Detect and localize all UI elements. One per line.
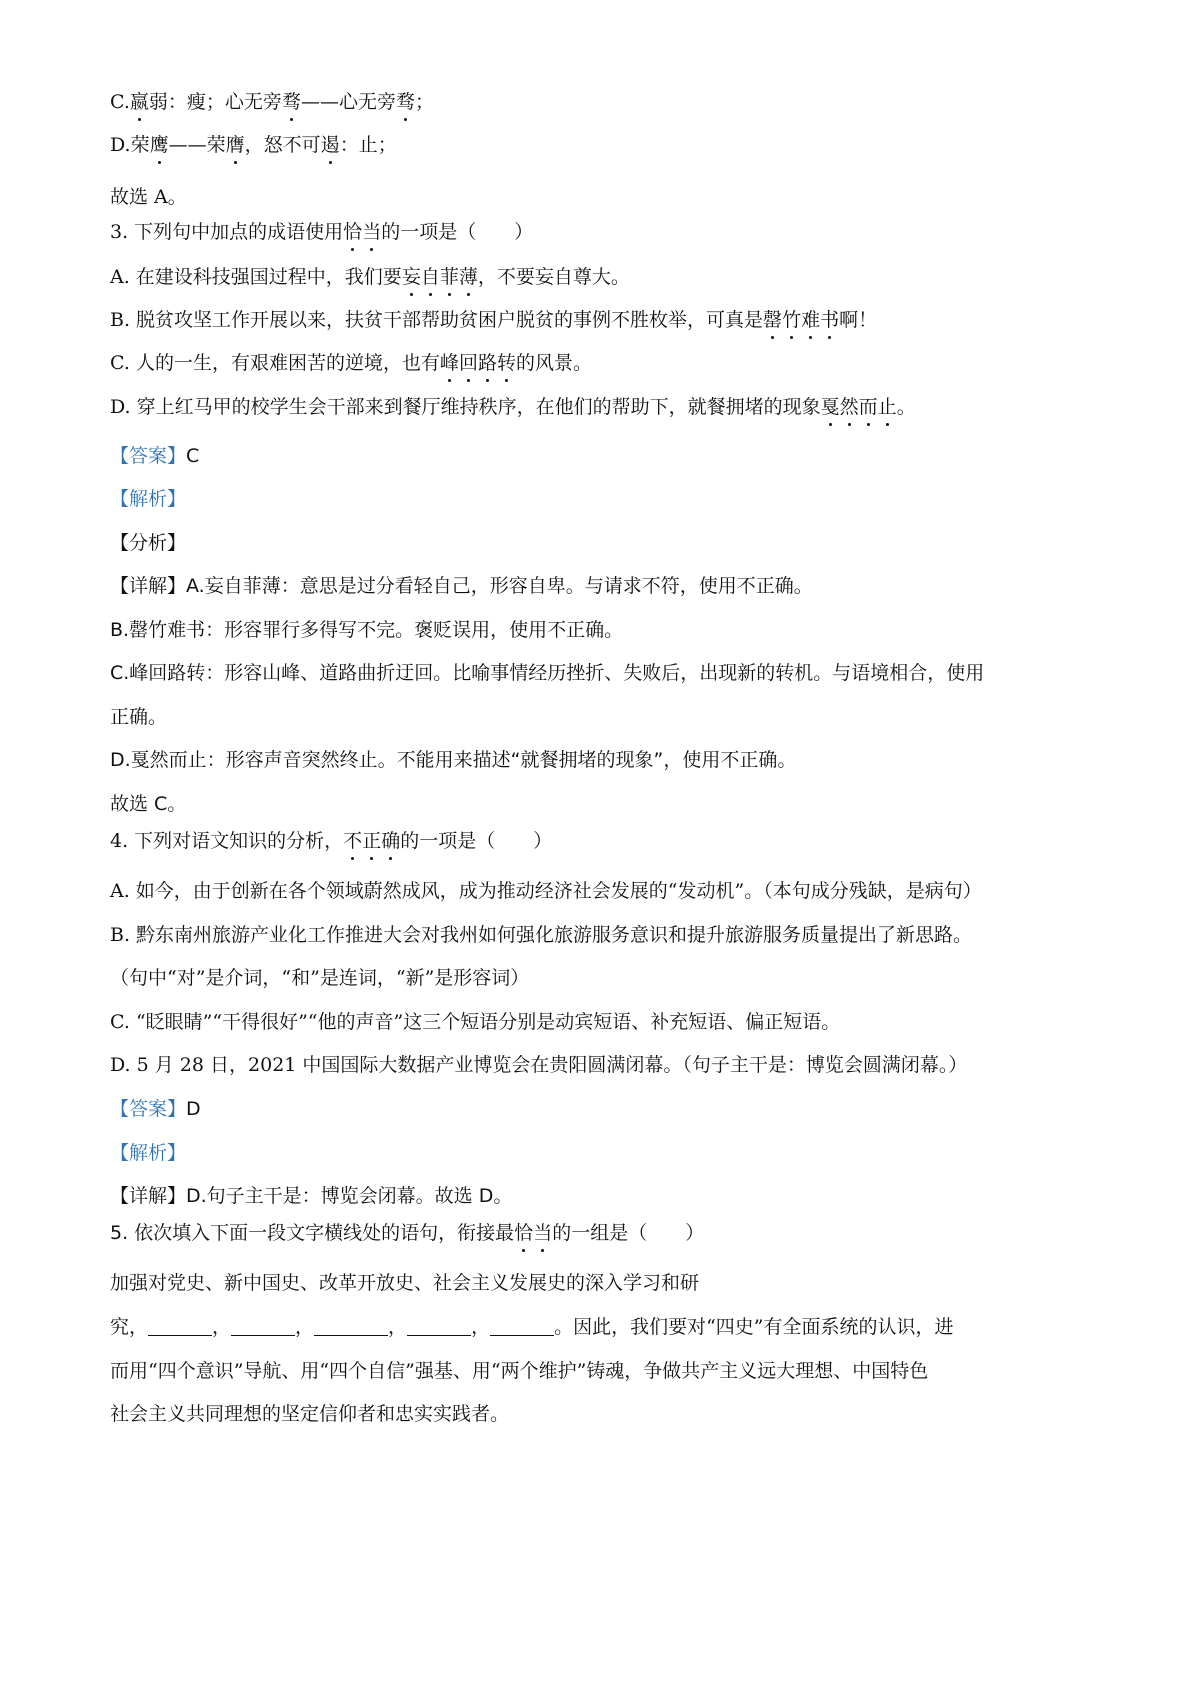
question-4-option-d: D. 5 月 28 日，2021 中国国际大数据产业博览会在贵阳圆满闭幕。（句子主干是：博览会圆满闭幕。） <box>110 1054 968 1076</box>
question-4-stem: 4. 下列对语文知识的分析，不正确的一项是（ ） <box>110 830 553 852</box>
answer-4: 【答案】D <box>110 1098 201 1120</box>
question-4-option-b-line1: B. 黔东南州旅游产业化工作推进大会对我州如何强化旅游服务意识和提升旅游服务质量提出了新思路。 <box>110 924 973 946</box>
question-3-option-a: A. 在建设科技强国过程中，我们要妄自菲薄，不要妄自尊大。 <box>110 266 630 288</box>
question-5-stem: 5. 依次填入下面一段文字横线处的语句，衔接最恰当的一组是（ ） <box>110 1222 705 1244</box>
fill-blank-2[interactable] <box>231 1315 295 1336</box>
question-3-stem: 3. 下列句中加点的成语使用恰当的一项是（ ） <box>110 221 534 243</box>
conclusion-prev: 故选 A。 <box>110 186 187 208</box>
fenxi-3-heading: 【分析】 <box>110 532 187 554</box>
question-5-passage-line3: 而用“四个意识”导航、用“四个自信”强基、用“两个维护”铸魂，争做共产主义远大理想、中国特色 <box>110 1360 929 1382</box>
question-4-option-b-line2: （句中“对”是介词，“和”是连词，“新”是形容词） <box>110 967 530 989</box>
analysis-3-heading: 【解析】 <box>110 488 187 510</box>
fill-blank-4[interactable] <box>407 1315 471 1336</box>
analysis-4-heading: 【解析】 <box>110 1142 187 1164</box>
question-4-option-c: C. “眨眼睛”“干得很好”“他的声音”这三个短语分别是动宾短语、补充短语、偏正短语。 <box>110 1011 841 1033</box>
question-5-passage-line1: 加强对党史、新中国史、改革开放史、社会主义发展史的深入学习和研 <box>110 1272 700 1294</box>
line-option-d-prev: D.荣鹰——荣膺，怒不可遏：止； <box>110 134 397 156</box>
detail-3-c-line2: 正确。 <box>110 706 168 728</box>
detail-4: 【详解】D.句子主干是：博览会闭幕。故选 D。 <box>110 1185 513 1207</box>
question-5-passage-line2: 究， ， ， ， ， 。因此，我们要对“四史”有全面系统的认识，进 <box>110 1316 954 1338</box>
line-option-c-prev: C.嬴弱：瘦；心无旁骛——心无旁骛； <box>110 91 434 113</box>
fill-blank-3[interactable] <box>314 1315 388 1336</box>
question-3-option-c: C. 人的一生，有艰难困苦的逆境，也有峰回路转的风景。 <box>110 352 593 374</box>
detail-3-c-line1: C.峰回路转：形容山峰、道路曲折迂回。比喻事情经历挫折、失败后，出现新的转机。与语境相合，使用 <box>110 662 985 684</box>
detail-3-b: B.罄竹难书：形容罪行多得写不完。褒贬误用，使用不正确。 <box>110 619 624 641</box>
question-4-option-a: A. 如今，由于创新在各个领域蔚然成风，成为推动经济社会发展的“发动机”。（本句成分残缺，是病句） <box>110 880 982 902</box>
question-3-option-d: D. 穿上红马甲的校学生会干部来到餐厅维持秩序，在他们的帮助下，就餐拥堵的现象戛然而止。 <box>110 396 916 418</box>
question-3-option-b: B. 脱贫攻坚工作开展以来，扶贫干部帮助贫困户脱贫的事例不胜枚举，可真是罄竹难书啊！ <box>110 309 878 331</box>
detail-3-a: 【详解】A.妄自菲薄：意思是过分看轻自己，形容自卑。与请求不符，使用不正确。 <box>110 575 813 597</box>
question-5-passage-line4: 社会主义共同理想的坚定信仰者和忠实实践者。 <box>110 1403 510 1425</box>
answer-3: 【答案】C <box>110 445 200 467</box>
conclusion-3: 故选 C。 <box>110 793 187 815</box>
fill-blank-1[interactable] <box>148 1315 212 1336</box>
detail-3-d: D.戛然而止：形容声音突然终止。不能用来描述“就餐拥堵的现象”，使用不正确。 <box>110 749 797 771</box>
fill-blank-5[interactable] <box>490 1315 554 1336</box>
